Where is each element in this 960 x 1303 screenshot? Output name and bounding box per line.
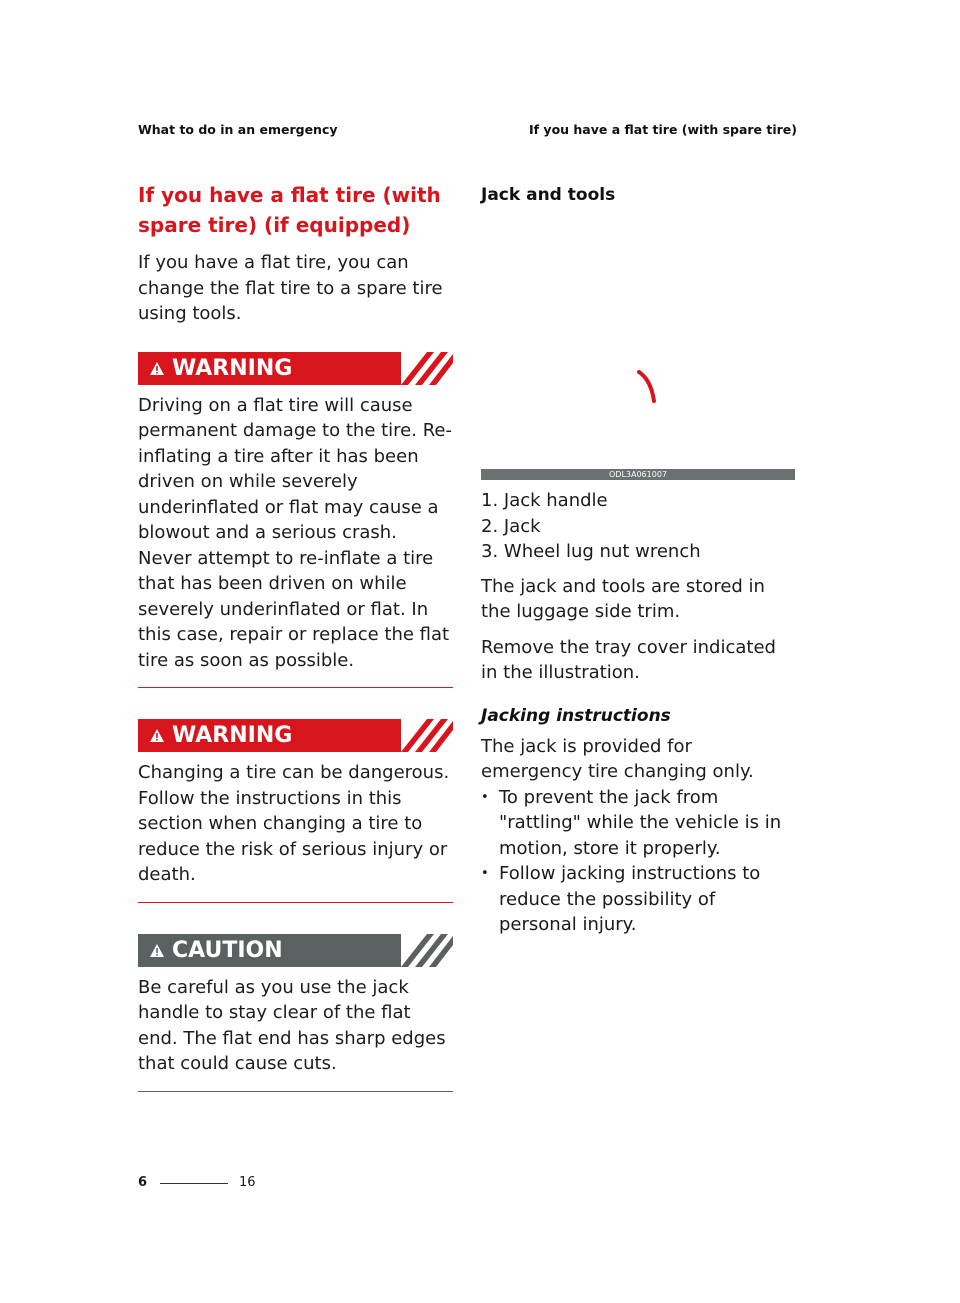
caution-divider	[138, 1091, 453, 1092]
header-chapter-title: What to do in an emergency	[138, 122, 338, 137]
warning-triangle-icon	[150, 362, 164, 375]
warning-text: Changing a tire can be dangerous. Follow the instructions in this section when changing a tire to reduce the risk of serious injury or death.	[138, 762, 450, 885]
list-item: • Follow jacking instructions to reduce the possibility of personal injury.	[481, 861, 795, 938]
jacking-intro: The jack is provided for emergency tire changing only.	[481, 735, 754, 782]
intro-paragraph: If you have a flat tire, you can change the flat tire to a spare tire using tools.	[138, 252, 443, 324]
section-title-line1: If you have a flat tire (with	[138, 183, 441, 207]
banner-slash-decoration	[401, 352, 453, 385]
banner-slash-decoration	[401, 719, 453, 752]
section-title-line2: spare tire) (if equipped)	[138, 213, 411, 237]
footer-divider	[160, 1183, 228, 1184]
chapter-number: 6	[138, 1175, 148, 1190]
list-item: 1. Jack handle	[481, 490, 608, 511]
caution-label: CAUTION	[172, 937, 283, 963]
left-column	[138, 180, 453, 1092]
warning-label: WARNING	[172, 723, 293, 748]
warning-banner	[138, 719, 453, 752]
jacking-instructions-title: Jacking instructions	[481, 705, 671, 726]
storage-paragraph: The jack and tools are stored in the luggage side trim.	[481, 575, 765, 622]
banner-slash-decoration	[401, 934, 453, 967]
warning-divider	[138, 687, 453, 688]
list-item: 3. Wheel lug nut wrench	[481, 541, 701, 562]
jack-handle-mark	[481, 212, 795, 480]
warning-divider	[138, 902, 453, 903]
page-number: 16	[239, 1175, 256, 1190]
warning-text: Driving on a flat tire will cause permanent damage to the tire. Re-inflating a tire after it has been driven on while severely underinflated or flat may cause a blowout and a serious crash. Never attempt to re-inflate a tire that has been driven on while severely underinflated or flat. In this case, repair or replace the flat tire as soon as possible.	[138, 394, 452, 671]
figure-code: ODL3A061007	[481, 469, 795, 480]
list-item: 2. Jack	[481, 515, 541, 537]
tray-paragraph: Remove the tray cover indicated in the illustration.	[481, 636, 776, 683]
right-column	[481, 180, 795, 938]
header-section-title: If you have a flat tire (with spare tire)	[528, 122, 797, 137]
warning-label: WARNING	[172, 355, 293, 381]
caution-text: Be careful as you use the jack handle to stay clear of the flat end. The flat end has sharp edges that could cause cuts.	[138, 976, 446, 1074]
jacking-bullets	[481, 785, 795, 938]
page-footer	[138, 1175, 258, 1191]
jack-tools-illustration	[481, 212, 795, 480]
parts-list	[481, 488, 795, 565]
warning-banner	[138, 352, 453, 385]
caution-banner	[138, 934, 453, 967]
caution-triangle-icon	[150, 944, 164, 957]
warning-triangle-icon	[150, 729, 164, 742]
list-item: • To prevent the jack from "rattling" while the vehicle is in motion, store it properly.	[481, 785, 795, 862]
section-title	[138, 180, 453, 240]
subsection-title: Jack and tools	[481, 185, 616, 205]
